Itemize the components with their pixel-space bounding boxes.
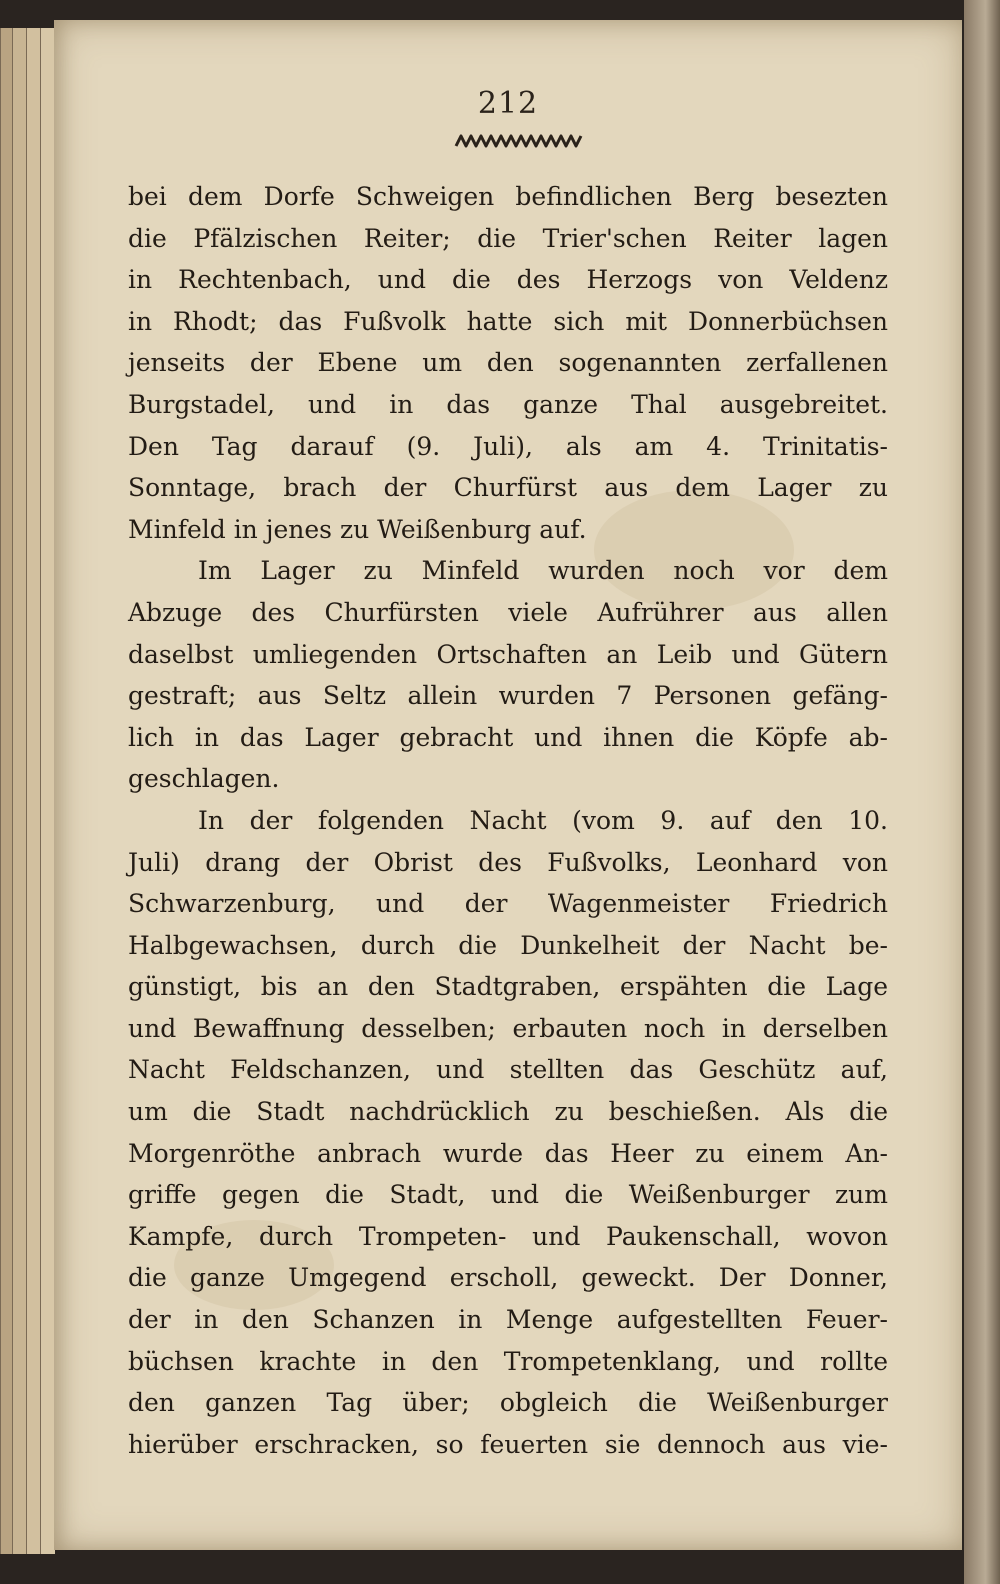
text-line: büchsen krachte in den Trompetenklang, und rollte <box>128 1346 888 1376</box>
text-line: Im Lager zu Minfeld wurden noch vor dem <box>198 556 888 586</box>
text-line: Juli) drang der Obrist des Fußvolks, Leonhard von <box>128 847 888 877</box>
text-line: die Pfälzischen Reiter; die Trier'schen Reiter lagen <box>128 223 888 253</box>
page-number: 212 <box>477 86 539 121</box>
book-page <box>54 20 962 1550</box>
text-line: Morgenröthe anbrach wurde das Heer zu einem An- <box>128 1138 888 1168</box>
text-line: in Rechtenbach, und die des Herzogs von Veldenz <box>128 265 888 295</box>
text-line: günstigt, bis an den Stadtgraben, erspähten die Lage <box>128 972 888 1002</box>
text-line: um die Stadt nachdrücklich zu beschießen. Als die <box>128 1097 888 1127</box>
text-line: der in den Schanzen in Menge aufgestellten Feuer- <box>128 1305 888 1335</box>
text-line: Sonntage, brach der Churfürst aus dem Lager zu <box>128 473 888 503</box>
text-line: Schwarzenburg, und der Wagenmeister Friedrich <box>128 889 888 919</box>
text-line: lich in das Lager gebracht und ihnen die Köpfe ab- <box>128 722 888 752</box>
book-cover-edge <box>964 0 1000 1584</box>
text-line: bei dem Dorfe Schweigen befindlichen Berg besezten <box>128 182 888 211</box>
page-edge <box>12 28 27 1554</box>
text-line: geschlagen. <box>128 764 280 794</box>
text-line: Kampfe, durch Trompeten- und Paukenschall, wovon <box>128 1221 888 1251</box>
text-line: den ganzen Tag über; obgleich die Weißenburger <box>128 1388 888 1418</box>
text-line: gestraft; aus Seltz allein wurden 7 Personen gefäng- <box>128 681 888 711</box>
text-line: Minfeld in jenes zu Weißenburg auf. <box>128 514 587 544</box>
text-line: griffe gegen die Stadt, und die Weißenburger zum <box>128 1180 888 1210</box>
text-line: hierüber erschracken, so feuerten sie dennoch aus vie- <box>128 1429 888 1459</box>
page-header <box>54 86 962 121</box>
text-line: In der folgenden Nacht (vom 9. auf den 10. <box>198 805 888 835</box>
text-line: Abzuge des Churfürsten viele Aufrührer aus allen <box>128 597 888 627</box>
text-line: Nacht Feldschanzen, und stellten das Geschütz auf, <box>128 1055 888 1085</box>
text-line: Burgstadel, und in das ganze Thal ausgebreitet. <box>128 389 888 419</box>
text-line: in Rhodt; das Fußvolk hatte sich mit Donnerbüchsen <box>128 306 888 336</box>
text-line: Halbgewachsen, durch die Dunkelheit der Nacht be- <box>128 930 888 960</box>
text-line: daselbst umliegenden Ortschaften an Leib und Gütern <box>128 639 888 669</box>
page-edge <box>40 28 55 1554</box>
text-line: Den Tag darauf (9. Juli), als am 4. Trinitatis- <box>128 431 888 461</box>
page-edge <box>26 28 41 1554</box>
text-line: die ganze Umgegend erscholl, geweckt. Der Donner, <box>128 1263 888 1293</box>
decorative-rule-icon <box>454 132 584 150</box>
text-line: jenseits der Ebene um den sogenannten zerfallenen <box>128 348 888 378</box>
body-text <box>128 176 888 1465</box>
text-line: und Bewaffnung desselben; erbauten noch in derselben <box>128 1013 888 1043</box>
